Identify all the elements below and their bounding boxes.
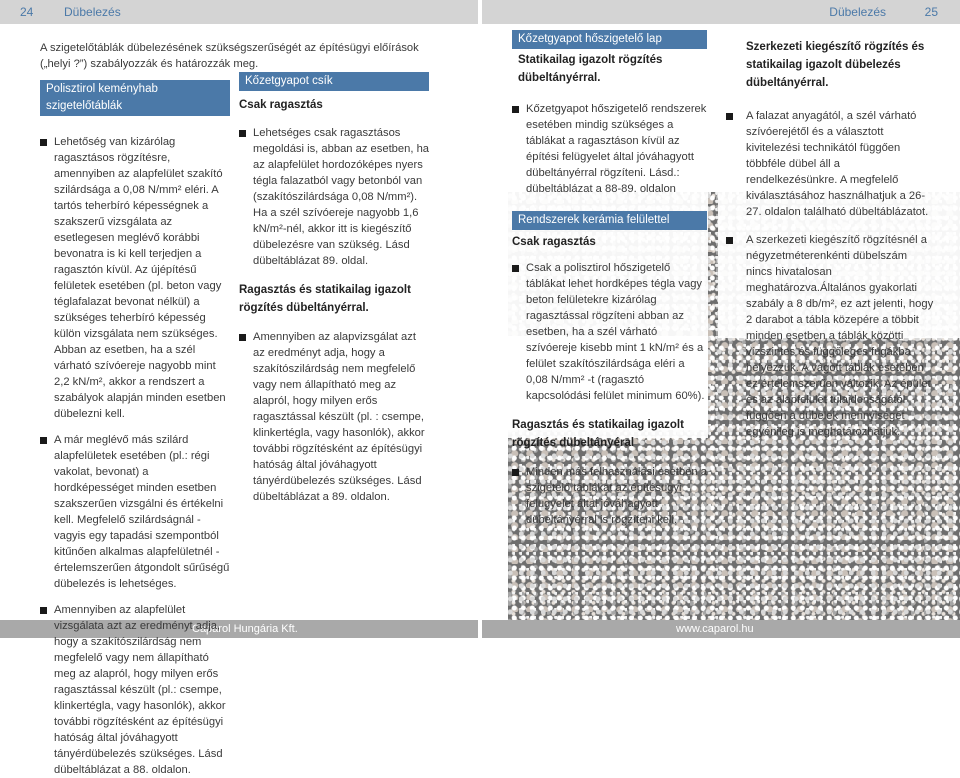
bullet-paragraph: Minden más felhasználási esetben a szigetelő táblákat az építésügyi felügyelet által jóváhagyott dübeltányérral is rögzíteni kell. <box>512 464 707 528</box>
bullet-paragraph: Amennyiben az alapvizsgálat azt az eredményt adja, hogy a szakítószilárdság nem megfelelő vagy nem állapítható meg az alapról, hogy milyen erős ragasztással készült (pl. : csempe, klinkertégla, vagy hasonlók), akkor további rögzítésként az építésügyi hatóság által jóváhagyott tányérdübelezés szükséges. Lásd dübeltáblázat a 89. oldalon. <box>239 329 429 505</box>
section-bar-ceramic-systems: Rendszerek kerámia felülettel <box>512 211 707 230</box>
bullet-paragraph: Csak a polisztirol hőszigetelő táblákat lehet hordképes tégla vagy beton felületekre kizárólag ragasztással rögzíteni abban az esetben, ha a szél várható szívóereje kisebb mint 1 kN/m² és a felület szakítószilárdsága eléri a 0,08 N/mm² -t (ragasztó kapcsolódási felület minimum 60%). <box>512 260 707 404</box>
intro-text: A szigetelőtáblák dübelezésének szükségszerűségét az építésügyi előírások („helyi ?”) szabályozzák és határozzák meg. <box>40 42 419 70</box>
footer-url[interactable]: www.caparol.hu <box>676 623 754 635</box>
footer-company: Caparol Hungária Kft. <box>192 623 298 635</box>
page-number-right: 25 <box>924 5 938 19</box>
subheading-glue-and-dowel: Ragasztás és statikailag igazolt rögzítés dübeltányérral. <box>239 284 411 314</box>
bullet-paragraph: A már meglévő más szilárd alapfelületek esetében (pl.: régi vakolat, bevonat) a hordképességet minden esetben szakszerűen vizsgálni és értékelni kell. Megfelelő szilárdságnál - vagyis egy tapadási szempontból kitűnően alkalmas alapfelületnél - értelemszerűen átgondolt sűrűségű dübelezés is lehetséges. <box>40 432 230 592</box>
column-4 <box>726 38 934 440</box>
bullet-paragraph: Lehetőség van kizárólag ragasztásos rögzítésre, amennyiben az alapfelület szakító szilárdsága a 0,08 N/mm² eléri. A tartós teherbíró képességnek a szakszerű vizsgálata az esetlegesen meglévő korábbi bevonatra is ki kell terjedjen a ragasztón kívül. Az újépítésű felületek esetében (pl. beton vagy téglafalazat bevonat nélkül) a szükséges teherbíró képesség külön vizsgálata nem szükséges. Abban az esetben, ha a szél várható szívóereje nagyobb mint 2,2 kN/m², akkor a rendszert a szabályok alapján minden esetben dübelezni kell. <box>40 134 230 422</box>
header-bar-left <box>0 0 478 24</box>
bullet-paragraph: A szerkezeti kiegészítő rögzítésnél a négyzetméterenkénti dübelszám nincs hivatalosan meghatározva.Általános gyakorlati szabály a 8 db/m², ez azt jelenti, hogy 2 darabot a tábla közepére a többit minden esetben a táblák közötti vízszintes és függőleges fugákba helyezzük. A vágott táblák esetében ez értelemszerűen változik. Az épület és az alapfelület tulajdonságától függően a dübelek mennyiségét egyénileg is meghatározhatjuk. <box>726 232 934 440</box>
header-title-right: Dübelezés <box>829 5 886 19</box>
subheading-glue-only: Csak ragasztás <box>239 99 323 111</box>
column-2 <box>239 72 429 505</box>
header-bar-right <box>482 0 960 24</box>
bullet-paragraph: Lehetséges csak ragasztásos megoldási is, abban az esetben, ha az alapfelület hordozóképes nyers tégla falazatból vagy betonból van (szakítószilárdsága 0,08 N/mm²). Ha a szél szívóereje nagyobb 1,6 kN/m²-nél, akkor itt is kiegészítő dübelezésre van szükség. Lásd dübeltáblázat 89. oldal. <box>239 125 429 269</box>
column-3 <box>512 30 707 528</box>
subheading-glue-and-dowel: Ragasztás és statikailag igazolt rögzítés dübeltányéral <box>512 419 684 449</box>
bullet-paragraph: Kőzetgyapot hőszigetelő rendszerek esetében mindig szükséges a táblákat a ragasztáson kívül az építési felügyelet által jóváhagyott dübeltányérral rögzíteni. Lásd.: dübeltáblázat a 88-89. oldalon <box>512 101 707 197</box>
section-bar-rockwool-board: Kőzetgyapot hőszigetelő lap <box>512 30 707 49</box>
page-number-left: 24 <box>20 5 34 19</box>
bullet-paragraph: Amennyiben az alapfelület vizsgálata azt az eredményt adja, hogy a szakítószilárdság nem megfelelő vagy nem állapítható meg az alapról, hogy milyen erős ragasztással készült (pl.: csempe, klinkertégla, vagy hasonlók), akkor további rögzítésként az építésügyi hatóság által jóváhagyott tányérdübelezés szükséges. Lásd dübeltáblázat a 88. oldalon. <box>40 602 230 778</box>
footer-bar-right <box>482 620 960 638</box>
subheading-glue-only: Csak ragasztás <box>512 236 596 248</box>
bullet-paragraph: A falazat anyagától, a szél várható szívóerejétől és a választott kivitelezési technikától függően többféle dübel áll a rendelkezésünkre. A megfelelő kiválasztásához használhatjuk a 26-27. oldalon található dübeltáblázatot. <box>726 108 934 220</box>
section-bar-polystyrene: Polisztirol keményhab szigetelőtáblák <box>40 80 230 116</box>
subheading-static-dowel: Statikailag igazolt rögzítés dübeltányérral. <box>518 54 663 84</box>
section-bar-rockwool-strip: Kőzetgyapot csík <box>239 72 429 91</box>
header-title-left: Dübelezés <box>64 5 121 19</box>
subheading-structural-fixing: Szerkezeti kiegészítő rögzítés és statikailag igazolt dübelezés dübeltányérral. <box>746 41 925 89</box>
